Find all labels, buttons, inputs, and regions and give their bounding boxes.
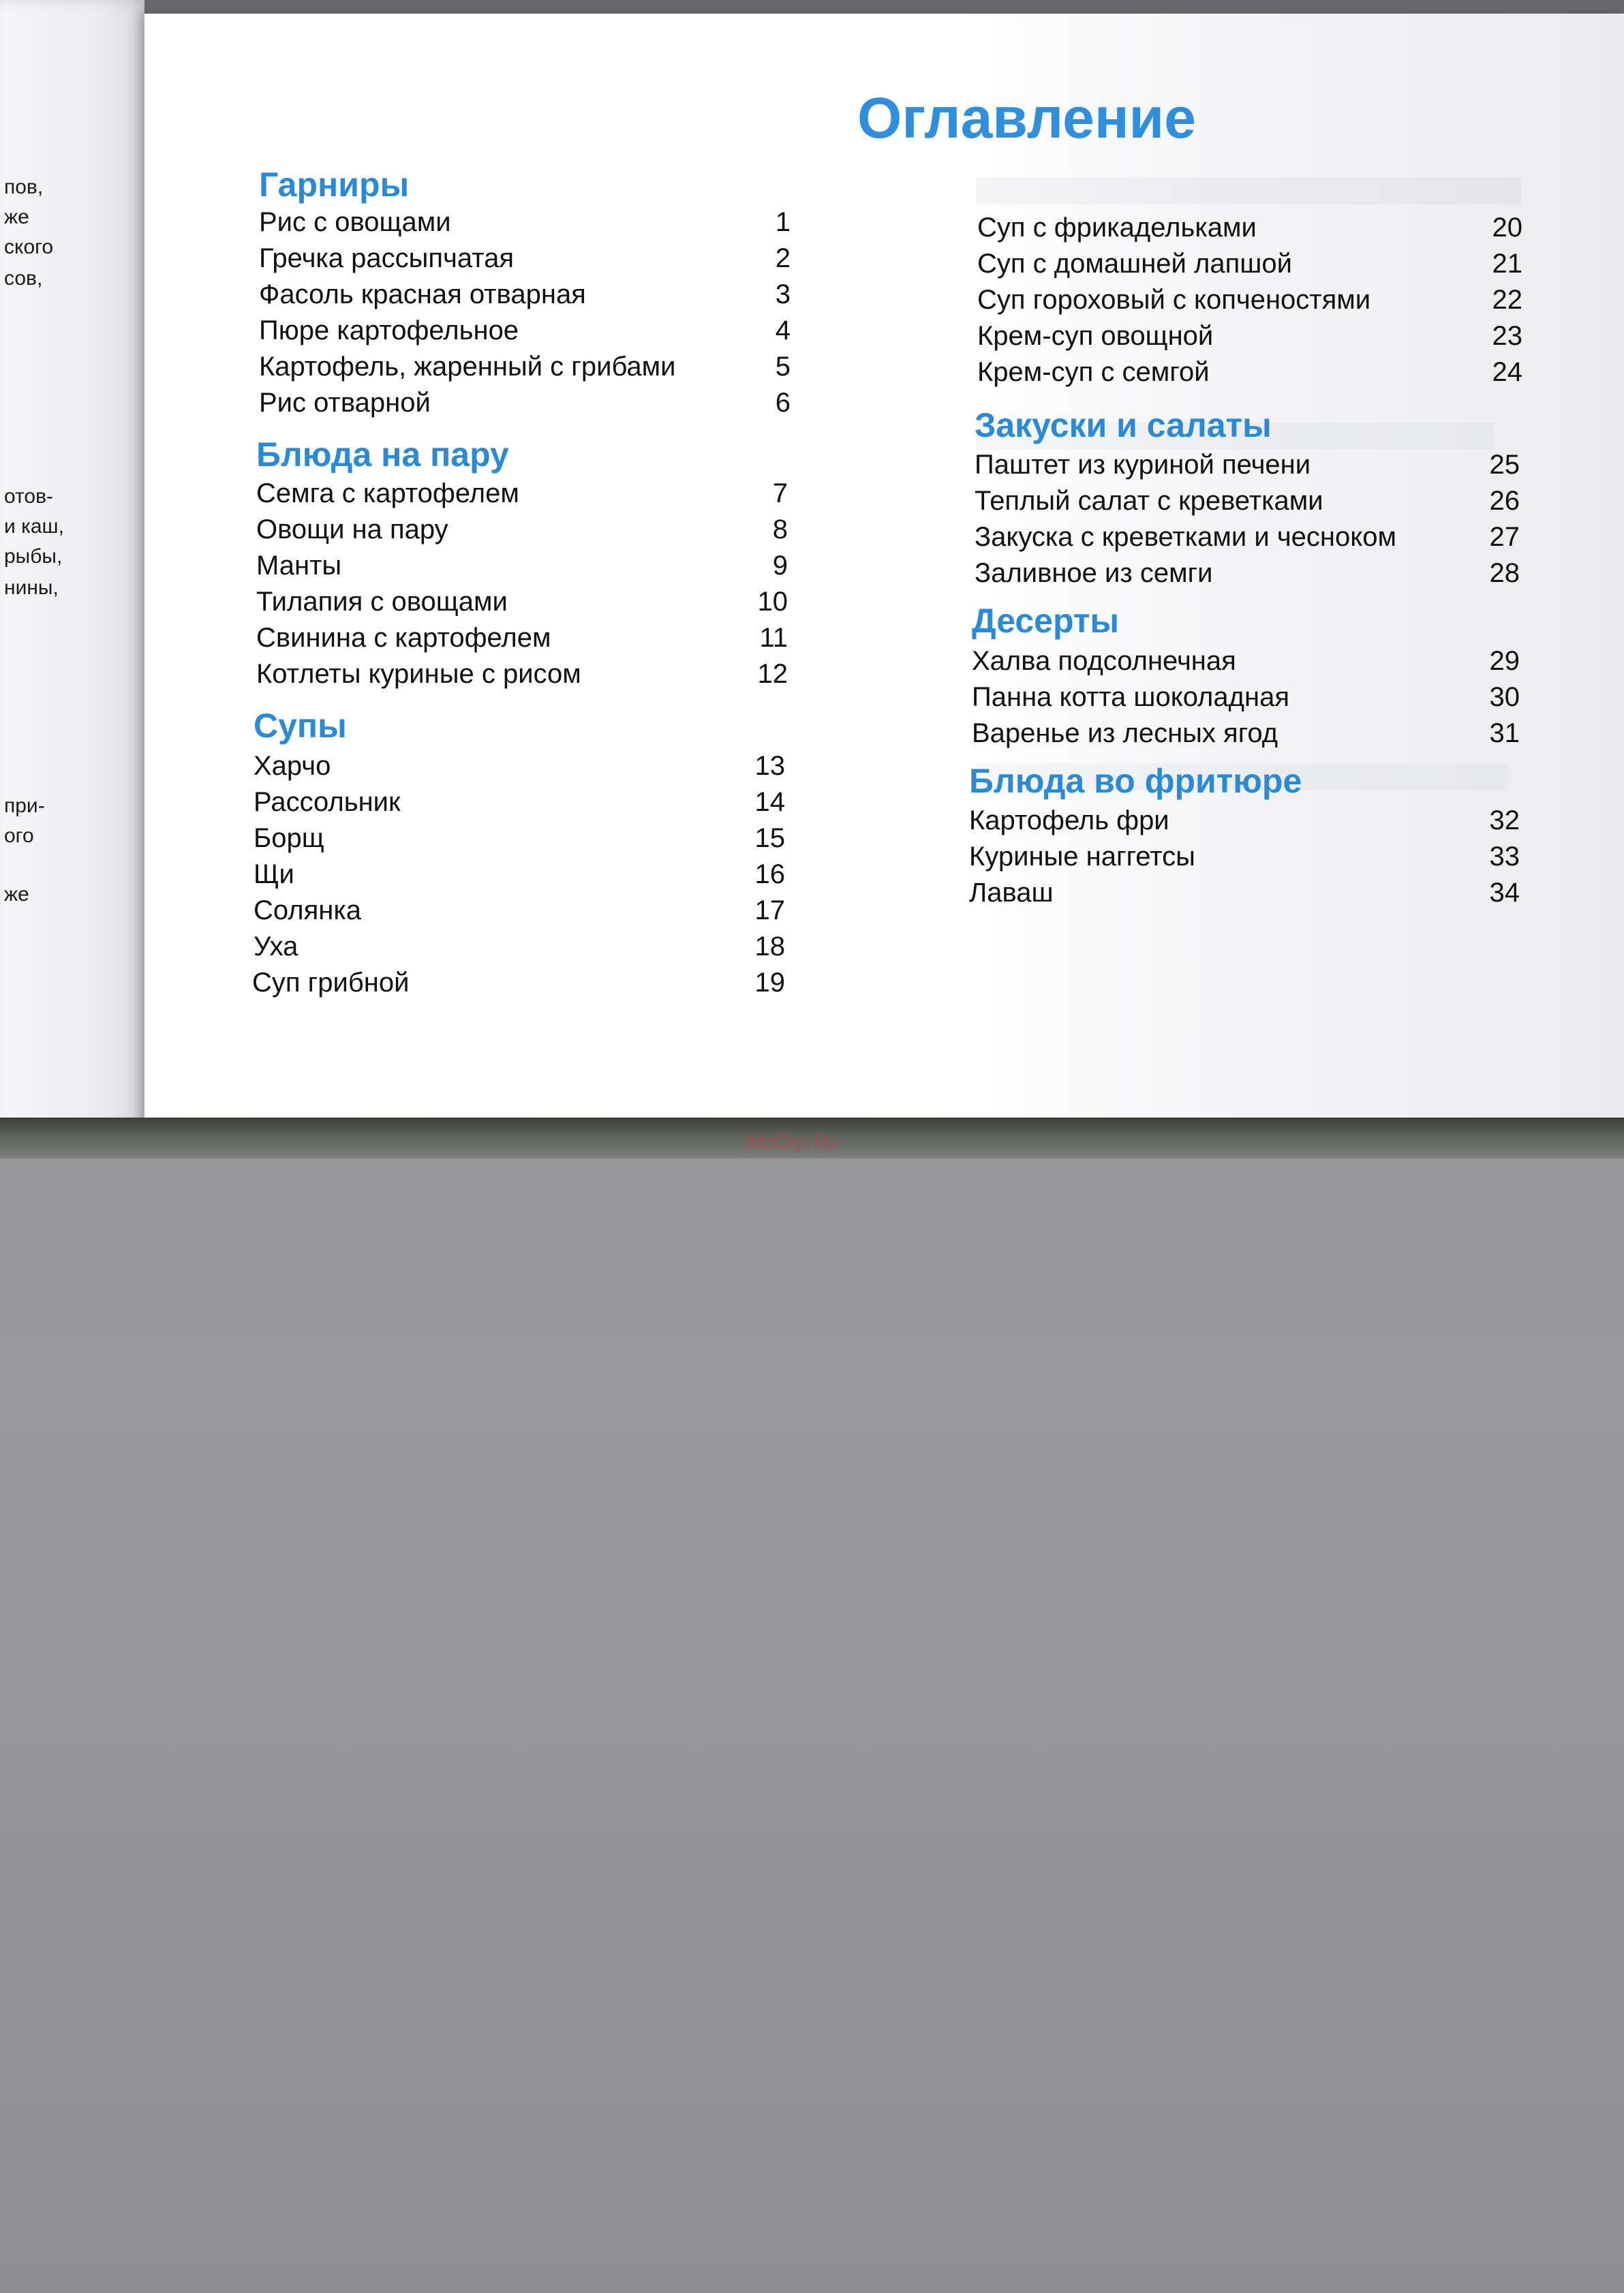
toc-entry-page: 29 (1489, 646, 1520, 676)
toc-entry[interactable] (977, 285, 1522, 320)
toc-entry[interactable] (256, 623, 788, 658)
toc-entry-page: 7 (772, 478, 788, 508)
toc-entry-page: 23 (1492, 321, 1522, 351)
toc-entry-page: 8 (772, 514, 788, 544)
prev-page-text: нины, (4, 576, 59, 599)
toc-entry-name: Пюре картофельное (259, 316, 519, 345)
toc-entry[interactable] (256, 478, 788, 514)
toc-entry-name: Борщ (254, 823, 324, 853)
toc-entry-name: Рис отварной (259, 388, 431, 418)
toc-entry-page: 25 (1489, 450, 1520, 480)
toc-entry[interactable] (969, 842, 1520, 877)
toc-entry[interactable] (256, 659, 788, 694)
toc-entry-name: Фасоль красная отварная (259, 279, 586, 309)
toc-entry-page: 22 (1492, 285, 1522, 315)
toc-entry-page: 31 (1489, 718, 1520, 748)
toc-entry-name: Уха (254, 932, 298, 961)
toc-entry-page: 20 (1492, 213, 1522, 243)
toc-entry[interactable] (969, 878, 1520, 913)
toc-entry-name: Халва подсолнечная (972, 646, 1236, 676)
toc-entry-page: 11 (759, 623, 788, 653)
bleed-through-shadow (976, 177, 1521, 204)
section-title-appetizers: Закуски и салаты (975, 406, 1272, 444)
toc-entry-page: 27 (1489, 522, 1520, 552)
toc-entry[interactable] (977, 321, 1522, 356)
toc-entry-name: Суп с фрикадельками (977, 213, 1257, 243)
toc-entry-name: Семга с картофелем (256, 478, 519, 508)
toc-entry-page: 32 (1489, 805, 1520, 835)
toc-entry[interactable] (254, 787, 785, 822)
toc-entry-name: Харчо (254, 751, 331, 781)
toc-entry-name: Закуска с креветками и чесноком (975, 522, 1396, 552)
toc-entry-name: Заливное из семги (975, 558, 1213, 588)
watermark: McGrp.Ru (746, 1131, 840, 1154)
toc-entry[interactable] (256, 514, 788, 550)
toc-entry-page: 9 (772, 551, 788, 581)
toc-entry-page: 12 (757, 659, 788, 689)
toc-entry-page: 16 (754, 859, 785, 889)
toc-entry[interactable] (259, 388, 791, 423)
toc-entry-page: 18 (754, 932, 785, 961)
toc-entry-name: Овощи на пару (256, 514, 448, 544)
toc-entry[interactable] (977, 213, 1522, 248)
toc-entry[interactable] (259, 279, 791, 315)
prev-page-text: рыбы, (4, 545, 63, 568)
toc-entry-page: 24 (1492, 357, 1522, 387)
toc-entry-page: 13 (754, 751, 785, 781)
prev-page-text: же (4, 883, 29, 906)
toc-entry-name: Крем-суп с семгой (977, 357, 1210, 387)
toc-entry[interactable] (977, 249, 1522, 284)
toc-entry-name: Панна котта шоколадная (972, 682, 1289, 712)
toc-entry-page: 15 (754, 823, 785, 853)
toc-entry-page: 3 (775, 279, 791, 309)
toc-entry[interactable] (259, 243, 791, 279)
toc-entry-page: 21 (1492, 249, 1522, 279)
toc-entry-name: Рассольник (254, 787, 401, 817)
previous-page-edge (0, 0, 144, 1138)
toc-entry-page: 26 (1489, 486, 1520, 516)
toc-entry-name: Щи (254, 859, 294, 889)
toc-entry-name: Куриные наггетсы (969, 842, 1195, 872)
prev-page-text: при- (4, 795, 45, 817)
prev-page-text: ого (4, 825, 34, 847)
toc-entry-page: 1 (775, 207, 791, 237)
toc-entry-name: Паштет из куриной печени (975, 450, 1311, 480)
toc-entry-page: 2 (775, 243, 791, 273)
toc-entry[interactable] (259, 352, 791, 387)
section-title-soups: Супы (254, 707, 347, 745)
toc-entry-name: Картофель, жаренный с грибами (259, 352, 676, 382)
toc-entry[interactable] (252, 968, 785, 1003)
prev-page-text: же (4, 206, 29, 228)
page-title: Оглавление (857, 86, 1196, 150)
prev-page-text: пов, (4, 176, 44, 198)
toc-entry-name: Манты (256, 551, 342, 581)
toc-entry-page: 10 (757, 587, 788, 617)
toc-entry-name: Солянка (254, 895, 361, 925)
toc-entry-name: Лаваш (969, 878, 1054, 908)
toc-entry[interactable] (969, 805, 1520, 841)
section-title-desserts: Десерты (972, 602, 1120, 640)
toc-entry[interactable] (972, 718, 1520, 754)
toc-entry[interactable] (256, 587, 788, 622)
prev-page-text: ского (4, 236, 54, 258)
toc-entry[interactable] (975, 486, 1520, 521)
toc-entry[interactable] (975, 558, 1520, 594)
toc-entry[interactable] (254, 751, 785, 786)
toc-entry-page: 34 (1489, 878, 1520, 908)
toc-entry-name: Суп с домашней лапшой (977, 249, 1292, 279)
toc-entry-name: Суп грибной (252, 968, 410, 998)
toc-page (144, 14, 1624, 1131)
toc-entry-name: Картофель фри (969, 805, 1169, 835)
toc-entry-name: Рис с овощами (259, 207, 451, 237)
toc-entry-page: 17 (754, 895, 785, 925)
toc-entry[interactable] (259, 207, 791, 243)
toc-entry[interactable] (254, 932, 785, 967)
section-title-steamed: Блюда на пару (256, 435, 509, 474)
prev-page-text: сов, (4, 267, 43, 290)
toc-entry-page: 30 (1489, 682, 1520, 712)
toc-entry[interactable] (972, 646, 1520, 681)
section-title-garnish: Гарниры (259, 166, 410, 204)
toc-entry[interactable] (975, 450, 1520, 485)
toc-entry-page: 5 (775, 352, 791, 382)
toc-entry-page: 19 (754, 968, 785, 998)
toc-entry-name: Тилапия с овощами (256, 587, 508, 617)
toc-entry[interactable] (256, 551, 788, 586)
toc-entry[interactable] (977, 357, 1522, 393)
toc-entry[interactable] (254, 823, 785, 859)
toc-entry-name: Крем-суп овощной (977, 321, 1214, 351)
toc-entry[interactable] (975, 522, 1520, 557)
toc-entry[interactable] (972, 682, 1520, 718)
toc-entry-name: Теплый салат с креветками (975, 486, 1323, 516)
toc-entry[interactable] (259, 316, 791, 351)
toc-entry-name: Гречка рассыпчатая (259, 243, 515, 273)
toc-entry-page: 28 (1489, 558, 1520, 588)
toc-entry-page: 6 (775, 388, 791, 418)
toc-entry-page: 14 (754, 787, 785, 817)
toc-entry-name: Котлеты куриные с рисом (256, 659, 581, 689)
toc-entry-name: Суп гороховый с копченостями (977, 285, 1371, 315)
toc-entry[interactable] (254, 859, 785, 895)
prev-page-text: и каш, (4, 515, 64, 538)
toc-entry-name: Свинина с картофелем (256, 623, 551, 653)
section-title-deep-fried: Блюда во фритюре (969, 762, 1302, 800)
toc-entry-page: 33 (1489, 842, 1520, 872)
toc-entry-name: Варенье из лесных ягод (972, 718, 1278, 748)
toc-entry[interactable] (254, 895, 785, 931)
prev-page-text: отов- (4, 485, 54, 508)
toc-entry-page: 4 (775, 316, 791, 345)
